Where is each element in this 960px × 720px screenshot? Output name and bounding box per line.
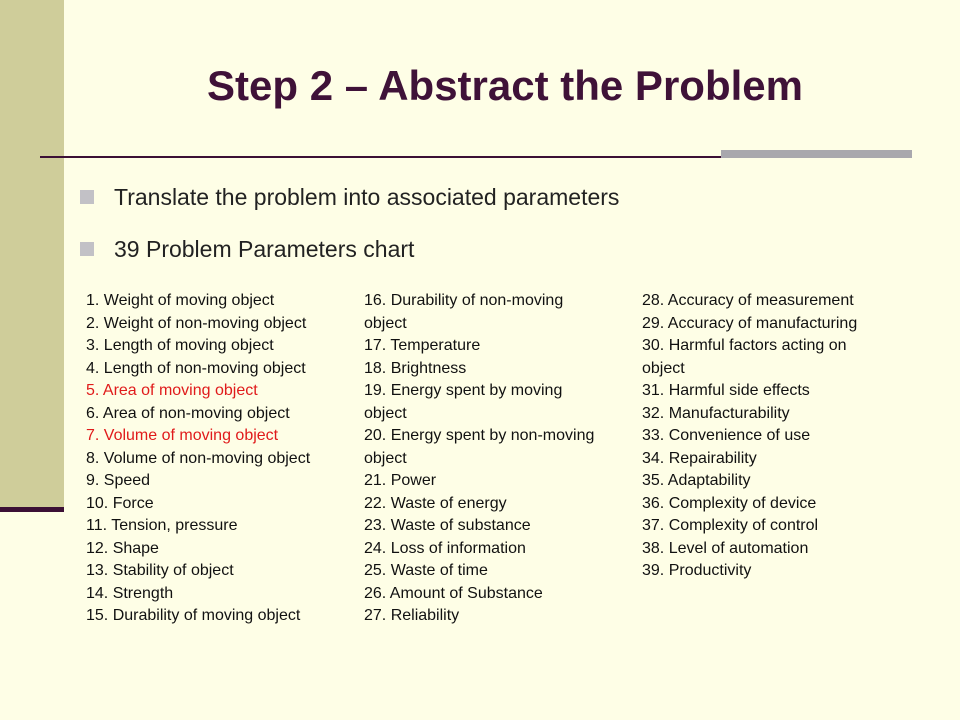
- bullet-item: [80, 230, 619, 282]
- parameter-item: 7. Volume of moving object: [86, 427, 279, 444]
- slide-title: Step 2 – Abstract the Problem: [207, 62, 803, 109]
- parameter-item: 12. Shape: [86, 539, 159, 557]
- parameter-item: 17. Temperature: [364, 337, 481, 354]
- parameter-item: 33. Convenience of use: [642, 427, 811, 444]
- bullet-item: [80, 178, 619, 230]
- square-bullet-icon: [80, 242, 94, 256]
- parameter-item: 37. Complexity of control: [642, 517, 819, 534]
- parameter-item: 36. Complexity of device: [642, 494, 817, 512]
- parameter-item: 30. Harmful factors acting on: [642, 337, 847, 354]
- parameters-column-2: [364, 290, 639, 628]
- parameter-item: 25. Waste of time: [364, 562, 488, 579]
- parameter-item: 39. Productivity: [642, 562, 752, 579]
- parameter-item: 28. Accuracy of measurement: [642, 292, 854, 309]
- parameter-item: object: [364, 404, 407, 422]
- parameters-column-3: [642, 290, 912, 583]
- parameter-item: 15. Durability of moving object: [86, 607, 301, 624]
- parameter-item: 6. Area of non-moving object: [86, 404, 290, 422]
- parameter-item: 13. Stability of object: [86, 562, 234, 579]
- bullet-text: Translate the problem into associated parameters: [114, 184, 620, 210]
- parameter-item: 5. Area of moving object: [86, 382, 258, 399]
- parameter-item: 14. Strength: [86, 584, 174, 602]
- parameter-item: 10. Force: [86, 494, 154, 512]
- parameter-item: 38. Level of automation: [642, 539, 809, 557]
- parameter-item: 11. Tension, pressure: [86, 517, 238, 534]
- parameter-item: object: [642, 359, 685, 377]
- parameter-item: 18. Brightness: [364, 359, 467, 377]
- parameter-item: 19. Energy spent by moving: [364, 382, 563, 399]
- parameter-item: 29. Accuracy of manufacturing: [642, 314, 858, 332]
- parameter-item: 35. Adaptability: [642, 472, 751, 489]
- parameters-column-1: [86, 290, 356, 628]
- parameter-item: object: [364, 314, 407, 332]
- parameter-item: 16. Durability of non-moving: [364, 292, 564, 309]
- parameter-item: object: [364, 449, 407, 467]
- parameter-item: 20. Energy spent by non-moving: [364, 427, 595, 444]
- parameter-item: 1. Weight of moving object: [86, 292, 275, 309]
- parameter-item: 31. Harmful side effects: [642, 382, 810, 399]
- parameter-item: 23. Waste of substance: [364, 517, 531, 534]
- parameter-item: 9. Speed: [86, 472, 151, 489]
- title-divider-accent: [721, 150, 912, 158]
- band-accent-line: [0, 507, 64, 512]
- parameter-item: 32. Manufacturability: [642, 404, 790, 422]
- bullet-text: 39 Problem Parameters chart: [114, 236, 415, 262]
- square-bullet-icon: [80, 190, 94, 204]
- parameter-item: 26. Amount of Substance: [364, 584, 543, 602]
- parameter-item: 34. Repairability: [642, 449, 757, 467]
- parameter-item: 21. Power: [364, 472, 437, 489]
- bullet-list: [80, 178, 619, 282]
- parameter-item: 8. Volume of non-moving object: [86, 449, 311, 467]
- parameter-item: 4. Length of non-moving object: [86, 359, 306, 377]
- parameter-item: 22. Waste of energy: [364, 494, 507, 512]
- parameter-item: 3. Length of moving object: [86, 337, 274, 354]
- parameter-item: 24. Loss of information: [364, 539, 526, 557]
- parameter-item: 27. Reliability: [364, 607, 460, 624]
- parameter-item: 2. Weight of non-moving object: [86, 314, 307, 332]
